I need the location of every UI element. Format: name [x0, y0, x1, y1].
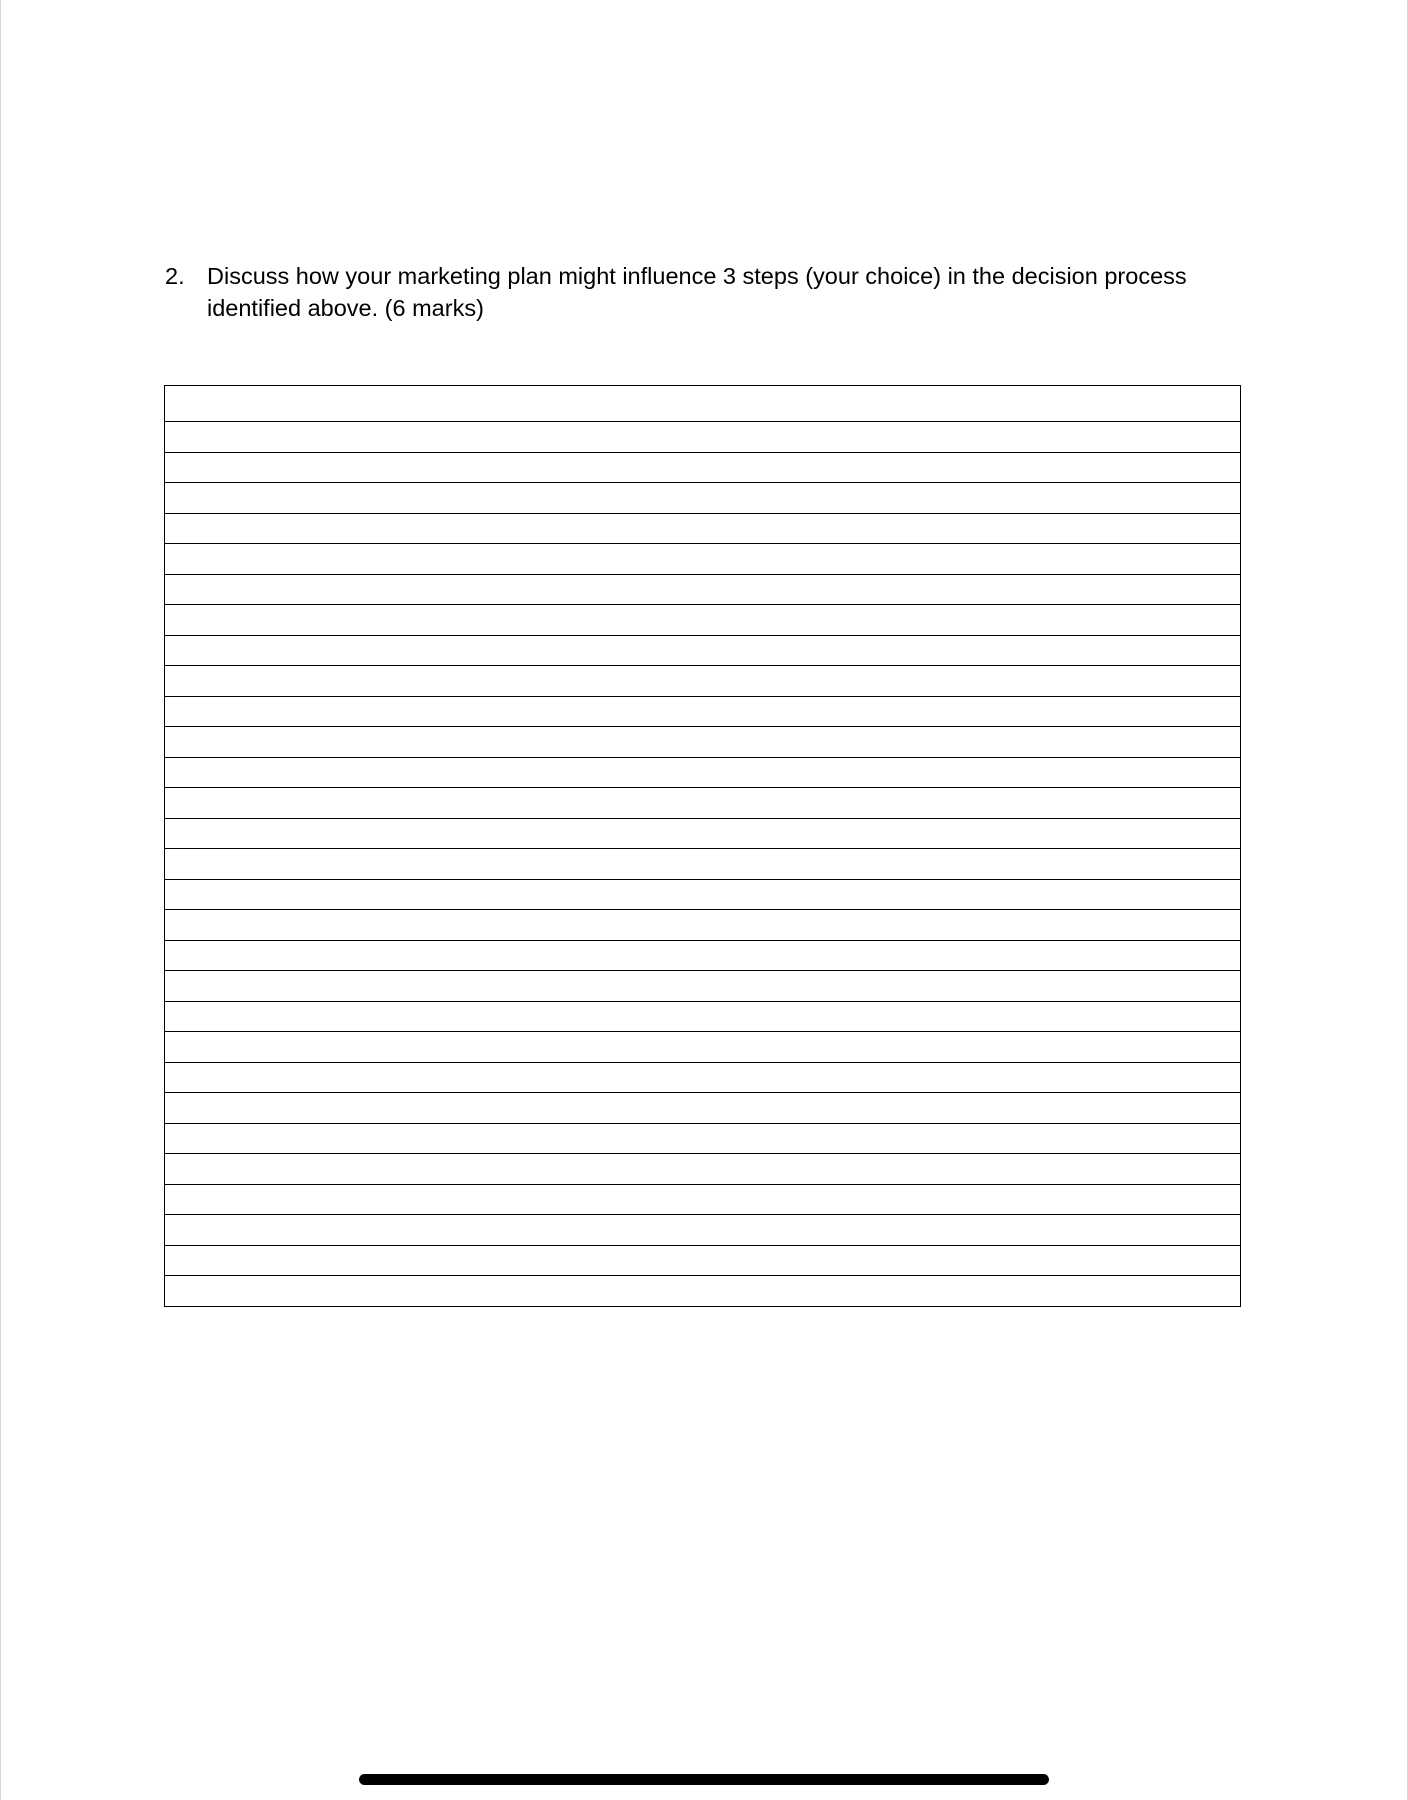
answer-line[interactable] — [165, 1185, 1240, 1216]
answer-line[interactable] — [165, 1093, 1240, 1124]
answer-line[interactable] — [165, 819, 1240, 850]
home-indicator[interactable] — [359, 1774, 1049, 1785]
answer-line[interactable] — [165, 849, 1240, 880]
answer-line[interactable] — [165, 1063, 1240, 1094]
answer-line[interactable] — [165, 636, 1240, 667]
answer-line[interactable] — [165, 575, 1240, 606]
question-number: 2. — [165, 263, 185, 289]
answer-line[interactable] — [165, 1154, 1240, 1185]
answer-line[interactable] — [165, 605, 1240, 636]
answer-line[interactable] — [165, 697, 1240, 728]
answer-line[interactable] — [165, 971, 1240, 1002]
answer-line[interactable] — [165, 880, 1240, 911]
answer-line[interactable] — [165, 1124, 1240, 1155]
answer-line[interactable] — [165, 422, 1240, 453]
page-left-edge — [0, 0, 1, 1800]
question-text: Discuss how your marketing plan might influence 3 steps (your choice) in the decision process identified above. (6 marks) — [207, 263, 1187, 321]
answer-line[interactable] — [165, 727, 1240, 758]
answer-line[interactable] — [165, 1276, 1240, 1307]
answer-line[interactable] — [165, 483, 1240, 514]
answer-line[interactable] — [165, 1032, 1240, 1063]
answer-line[interactable] — [165, 544, 1240, 575]
answer-line[interactable] — [165, 1246, 1240, 1277]
answer-line[interactable] — [165, 788, 1240, 819]
answer-line[interactable] — [165, 453, 1240, 484]
answer-line[interactable] — [165, 910, 1240, 941]
answer-line[interactable] — [165, 1002, 1240, 1033]
answer-grid[interactable] — [164, 385, 1241, 1307]
answer-line[interactable] — [165, 941, 1240, 972]
answer-line[interactable] — [165, 758, 1240, 789]
answer-line[interactable] — [165, 1215, 1240, 1246]
answer-line[interactable] — [165, 666, 1240, 697]
answer-line[interactable] — [165, 514, 1240, 545]
answer-line[interactable] — [165, 386, 1240, 422]
